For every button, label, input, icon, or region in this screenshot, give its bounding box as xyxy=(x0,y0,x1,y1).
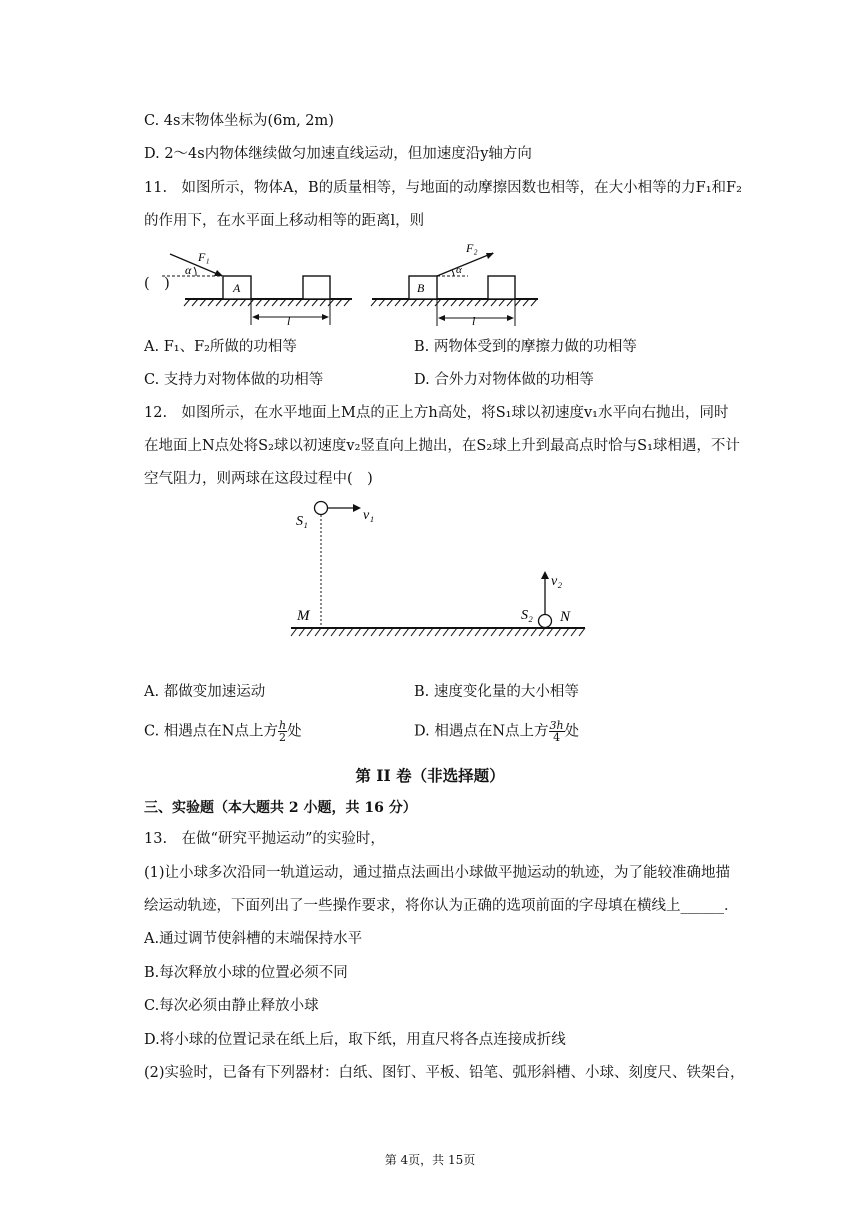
q10-option-c: C. 4s末物体坐标为(6m, 2m) xyxy=(144,113,334,129)
q11-option-a: A. F₁、F₂所做的功相等 xyxy=(144,339,297,355)
q13-option-b: B.每次释放小球的位置必须不同 xyxy=(144,965,348,981)
q11-answer-paren: ( ) xyxy=(144,276,170,292)
q12-option-d-suffix: 处 xyxy=(564,723,580,740)
q11-figb-angle-label: α xyxy=(456,264,462,276)
q10-option-d: D. 2～4s内物体继续做匀加速直线运动，但加速度沿y轴方向 xyxy=(144,146,532,162)
q11-option-c: C. 支持力对物体做的功相等 xyxy=(144,372,324,388)
q11-figa-block-label: A xyxy=(233,281,241,295)
section3-title: 三、实验题（本大题共 2 小题，共 16 分） xyxy=(144,800,417,816)
q12-option-d-denominator: 4 xyxy=(553,731,561,744)
q13-option-c: C.每次必须由静止释放小球 xyxy=(144,998,319,1014)
q13-part2-line1: (2)实验时，已备有下列器材：白纸、图钉、平板、铅笔、弧形斜槽、小球、刻度尺、铁架台， xyxy=(144,1065,745,1081)
q12-option-d xyxy=(414,720,579,743)
q13-option-a: A.通过调节使斜槽的末端保持水平 xyxy=(144,931,363,947)
q12-stem-line3: 空气阻力，则两球在这段过程中( ) xyxy=(144,471,373,487)
q12-option-c-numerator: h xyxy=(278,719,287,732)
q12-option-c-fraction xyxy=(278,720,287,743)
q12-n-label: N xyxy=(560,609,571,625)
page-footer: 第 4页，共 15页 xyxy=(384,1153,476,1167)
q11-figure-b xyxy=(368,240,548,330)
q12-option-c-denominator: 2 xyxy=(279,731,287,744)
q13-part1-line2: 绘运动轨迹，下面列出了一些操作要求，将你认为正确的选项前面的字母填在横线上______． xyxy=(144,898,739,914)
q11-figb-block-label: B xyxy=(417,281,425,295)
q13-stem: 13. 在做“研究平抛运动”的实验时， xyxy=(144,831,385,847)
q12-option-c xyxy=(144,720,302,743)
q12-option-d-prefix: D. 相遇点在N点上方 xyxy=(414,723,549,740)
q12-option-c-prefix: C. 相遇点在N点上方 xyxy=(144,723,278,740)
q12-s1-label: S₁ xyxy=(296,514,308,529)
q13-part1-line1: (1)让小球多次沿同一轨道运动，通过描点法画出小球做平抛运动的轨迹，为了能较准确地描 xyxy=(144,865,731,881)
q12-v1-label: v₁ xyxy=(363,508,375,523)
q12-option-d-numerator: 3h xyxy=(549,719,564,732)
q11-figa-force-label: F₁ xyxy=(198,250,210,264)
q12-m-label: M xyxy=(297,608,310,624)
q11-figb-dist-label: l xyxy=(472,314,476,328)
q12-stem-line1: 12. 如图所示，在水平地面上M点的正上方h高处，将S₁球以初速度v₁水平向右抛出，同时 xyxy=(144,405,729,421)
q11-figure-a xyxy=(160,245,360,330)
q11-figa-angle-label: α xyxy=(185,263,192,277)
q12-figure xyxy=(285,495,590,645)
q12-stem-line2: 在地面上N点处将S₂球以初速度v₂竖直向上抛出，在S₂球上升到最高点时恰与S₁球相遇，不计 xyxy=(144,438,740,454)
part2-title: 第 II 卷（非选择题） xyxy=(355,766,505,785)
q12-option-a: A. 都做变加速运动 xyxy=(144,684,266,700)
q13-option-d: D.将小球的位置记录在纸上后，取下纸，用直尺将各点连接成折线 xyxy=(144,1032,566,1048)
q11-figb-force-label: F₂ xyxy=(466,241,478,255)
q11-stem-line1: 11. 如图所示，物体A，B的质量相等，与地面的动摩擦因数也相等，在大小相等的力F₁和F₂ xyxy=(144,180,742,196)
q12-option-b: B. 速度变化量的大小相等 xyxy=(414,684,579,700)
q12-option-d-fraction xyxy=(549,720,565,743)
q12-s2-label: S₂ xyxy=(521,608,533,623)
q12-option-c-suffix: 处 xyxy=(287,723,302,740)
q12-v2-label: v₂ xyxy=(551,574,563,589)
q11-stem-line2: 的作用下，在水平面上移动相等的距离l，则 xyxy=(144,213,425,229)
q11-figa-dist-label: l xyxy=(287,314,291,328)
q11-option-b: B. 两物体受到的摩擦力做的功相等 xyxy=(414,339,637,355)
q11-option-d: D. 合外力对物体做的功相等 xyxy=(414,372,594,388)
